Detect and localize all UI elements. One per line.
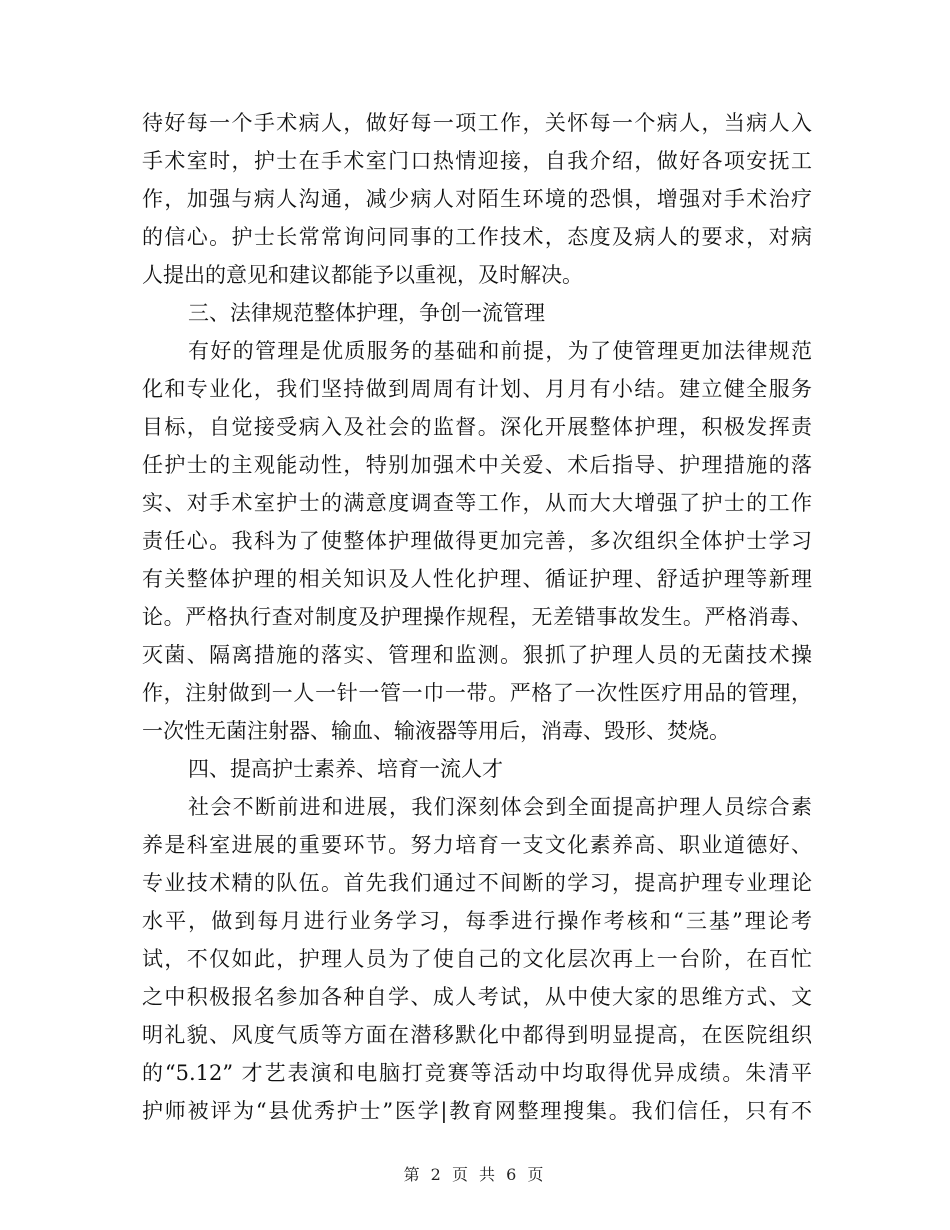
text-line: 护师被评为“县优秀护士”医学|教育网整理搜集。我们信任，只有不 <box>142 1099 812 1123</box>
text-line: 责任心。我科为了使整体护理做得更加完善，多次组织全体护士学习 <box>142 529 812 553</box>
text-line: 任护士的主观能动性，特别加强术中关爱、术后指导、护理措施的落 <box>142 453 812 477</box>
text-line: 明礼貌、风度气质等方面在潜移默化中都得到明显提高，在医院组织 <box>142 1023 812 1047</box>
text-line: 目标，自觉接受病入及社会的监督。深化开展整体护理，积极发挥责 <box>142 415 812 439</box>
text-line: 之中积极报名参加各种自学、成人考试，从中使大家的思维方式、文 <box>142 985 812 1009</box>
text-line: 灭菌、隔离措施的落实、管理和监测。狠抓了护理人员的无菌技术操 <box>142 643 812 667</box>
text-line: 专业技术精的队伍。首先我们通过不间断的学习，提高护理专业理论 <box>142 871 812 895</box>
text-line: 作，注射做到一人一针一管一巾一带。严格了一次性医疗用品的管理， <box>142 681 812 705</box>
text-line: 的“5.12” 才艺表演和电脑打竞赛等活动中均取得优异成绩。朱清平 <box>142 1061 812 1085</box>
text-line: 作，加强与病人沟通，减少病人对陌生环境的恐惧，增强对手术治疗 <box>142 187 812 211</box>
text-line: 有关整体护理的相关知识及人性化护理、循证护理、舒适护理等新理 <box>142 567 812 591</box>
text-line: 化和专业化，我们坚持做到周周有计划、月月有小结。建立健全服务 <box>142 377 812 401</box>
section-heading-3: 三、法律规范整体护理，争创一流管理 <box>188 301 545 325</box>
text-line: 人提出的意见和建议都能予以重视，及时解决。 <box>142 263 583 287</box>
page-number-footer: 第 2 页 共 6 页 <box>403 1165 547 1184</box>
text-line: 的信心。护士长常常询问同事的工作技术，态度及病人的要求，对病 <box>142 225 812 249</box>
text-line: 试，不仅如此，护理人员为了使自己的文化层次再上一台阶，在百忙 <box>142 947 812 971</box>
text-line: 论。严格执行查对制度及护理操作规程，无差错事故发生。严格消毒、 <box>142 605 812 629</box>
document-body <box>142 104 812 1130</box>
text-line: 一次性无菌注射器、输血、输液器等用后，消毒、毁形、焚烧。 <box>142 719 730 743</box>
text-line: 养是科室进展的重要环节。努力培育一支文化素养高、职业道德好、 <box>142 833 812 857</box>
text-line: 手术室时，护士在手术室门口热情迎接，自我介绍，做好各项安抚工 <box>142 149 812 173</box>
text-line: 社会不断前进和进展，我们深刻体会到全面提高护理人员综合素 <box>188 795 812 819</box>
text-line: 实、对手术室护士的满意度调查等工作，从而大大增强了护士的工作 <box>142 491 812 515</box>
section-heading-4: 四、提高护士素养、培育一流人才 <box>188 757 503 781</box>
text-line: 水平，做到每月进行业务学习，每季进行操作考核和“三基”理论考 <box>142 909 812 933</box>
text-line: 待好每一个手术病人，做好每一项工作，关怀每一个病人，当病人入 <box>142 111 812 135</box>
text-line: 有好的管理是优质服务的基础和前提，为了使管理更加法律规范 <box>188 339 812 363</box>
